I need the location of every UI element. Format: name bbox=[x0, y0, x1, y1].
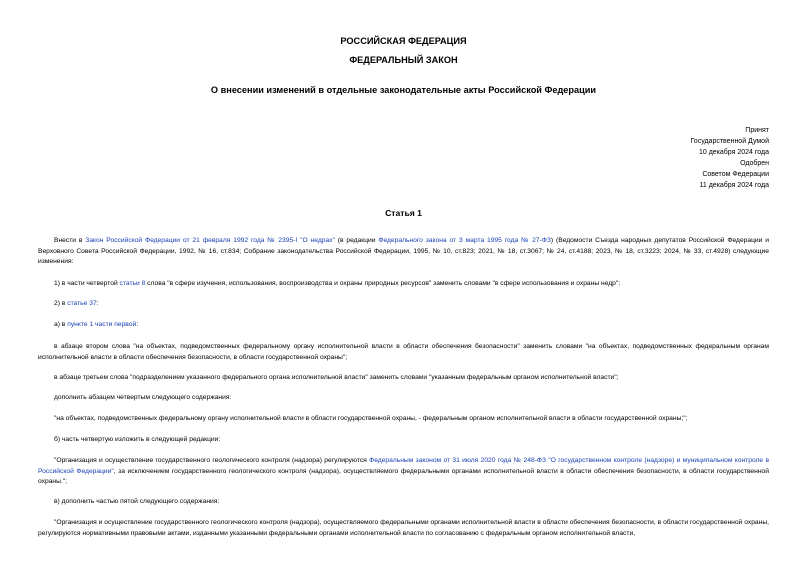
adopted-date: 10 декабря 2024 года bbox=[698, 149, 769, 156]
approved-label: Одобрен bbox=[740, 160, 769, 167]
approved-date: 11 декабря 2024 года bbox=[699, 182, 769, 189]
paragraph-item-b: б) часть четвертую изложить в следующей редакции: bbox=[54, 436, 221, 443]
adoption-block bbox=[690, 125, 769, 191]
paragraph-item-v: в) дополнить частью пятой следующего содержания: bbox=[54, 498, 220, 505]
link-point-1-part-1[interactable]: пункте 1 части первой bbox=[67, 321, 137, 328]
paragraph-add-fourth-abzac: дополнить абзацем четвертым следующего содержания: bbox=[54, 394, 232, 401]
paragraph-text: а) в bbox=[54, 321, 68, 328]
paragraph-text: : bbox=[96, 300, 99, 307]
adopted-by: Государственной Думой bbox=[690, 138, 769, 145]
country-heading: РОССИЙСКАЯ ФЕДЕРАЦИЯ bbox=[340, 36, 467, 46]
approved-by: Советом Федерации bbox=[702, 171, 769, 178]
link-federal-law-27fz[interactable]: Федерального закона от 3 марта 1995 года № 27-ФЗ bbox=[378, 237, 551, 244]
paragraph-text: 1) в части четвертой bbox=[54, 280, 120, 287]
paragraph-quote-part-4 bbox=[38, 456, 769, 488]
paragraph-text: : bbox=[136, 321, 139, 328]
paragraph-third-abzac: в абзаце третьем слова "подразделением указанного федерального органа исполнительной власти" заменить словами "указанным федеральным органом исполнительной власти"; bbox=[54, 374, 619, 381]
paragraph-item-a bbox=[38, 320, 769, 331]
paragraph-text: 2) в bbox=[54, 300, 68, 307]
paragraph-item-2 bbox=[38, 299, 769, 310]
article-heading: Статья 1 bbox=[385, 208, 422, 218]
paragraph-text: (в редакции bbox=[334, 237, 379, 244]
law-type-heading: ФЕДЕРАЛЬНЫЙ ЗАКОН bbox=[349, 55, 458, 65]
link-federal-law-248fz[interactable]: Федеральным законом от 31 июля 2020 года № 248-ФЗ "О государственном контроле (надзоре) и муниципальном контроле в Российской Федерации" bbox=[38, 457, 770, 475]
paragraph-quote-part-5: "Организация и осуществление государственного геологического контроля (надзора), осуществляемого федеральными органами исполнительной власти в области обеспечения безопасности, в области государственной охраны, регулируются нормативными правовыми актами, изданными указанными федеральными органами исполнительной власти по согласованию с федеральным органом исполнительной власти, bbox=[38, 519, 769, 537]
law-title: О внесении изменений в отдельные законодательные акты Российской Федерации bbox=[210, 85, 597, 95]
paragraph-intro bbox=[38, 236, 769, 268]
paragraph-text: , за исключением государственного геологического контроля (надзора), осуществляемого федеральными органами исполнительной власти в области обеспечения безопасности, в области государственной охраны."; bbox=[38, 467, 769, 485]
link-article-37[interactable]: статье 37 bbox=[67, 300, 97, 307]
paragraph-quote-fourth-abzac: "на объектах, подведомственных федеральному органу исполнительной власти в области государственной охраны, - федеральным органом исполнительной власти в области государственной охраны;"; bbox=[54, 415, 688, 422]
paragraph-text: Внести в bbox=[54, 237, 86, 244]
paragraph-second-abzac: в абзаце втором слова "на объектах, подведомственных федеральному органу исполнительной власти в области обеспечения безопасности" заменить словами "на объектах, подведомственных федеральным органам исполнительной власти в области обеспечения безопасности, в области государственной охраны"; bbox=[38, 343, 769, 361]
paragraph-item-1 bbox=[38, 279, 769, 290]
adopted-label: Принят bbox=[745, 127, 769, 134]
paragraph-text: "Организация и осуществление государственного геологического контроля (надзора) регулируются bbox=[54, 457, 370, 464]
link-article-8[interactable]: статьи 8 bbox=[119, 280, 146, 287]
paragraph-text: ) (Ведомости Съезда народных депутатов Российской Федерации и Верховного Совета Российской Федерации, 1992, № 16, ст.834; Собрание законодательства Российской Федерации, 1995, № 10, ст.823; 2021, № 18, ст.3067; № 24, ст.4188; 2023, № 18, ст.3223; 2024, № 33, ст.4928) следующие изменения: bbox=[38, 237, 769, 265]
paragraph-text: слова "в сфере изучения, использования, воспроизводства и охраны природных ресурсов" заменить словами "в сфере использования и охраны недр"; bbox=[145, 280, 621, 287]
link-law-on-subsoil[interactable]: Закон Российской Федерации от 21 февраля 1992 года № 2395-I "О недрах" bbox=[85, 237, 335, 244]
